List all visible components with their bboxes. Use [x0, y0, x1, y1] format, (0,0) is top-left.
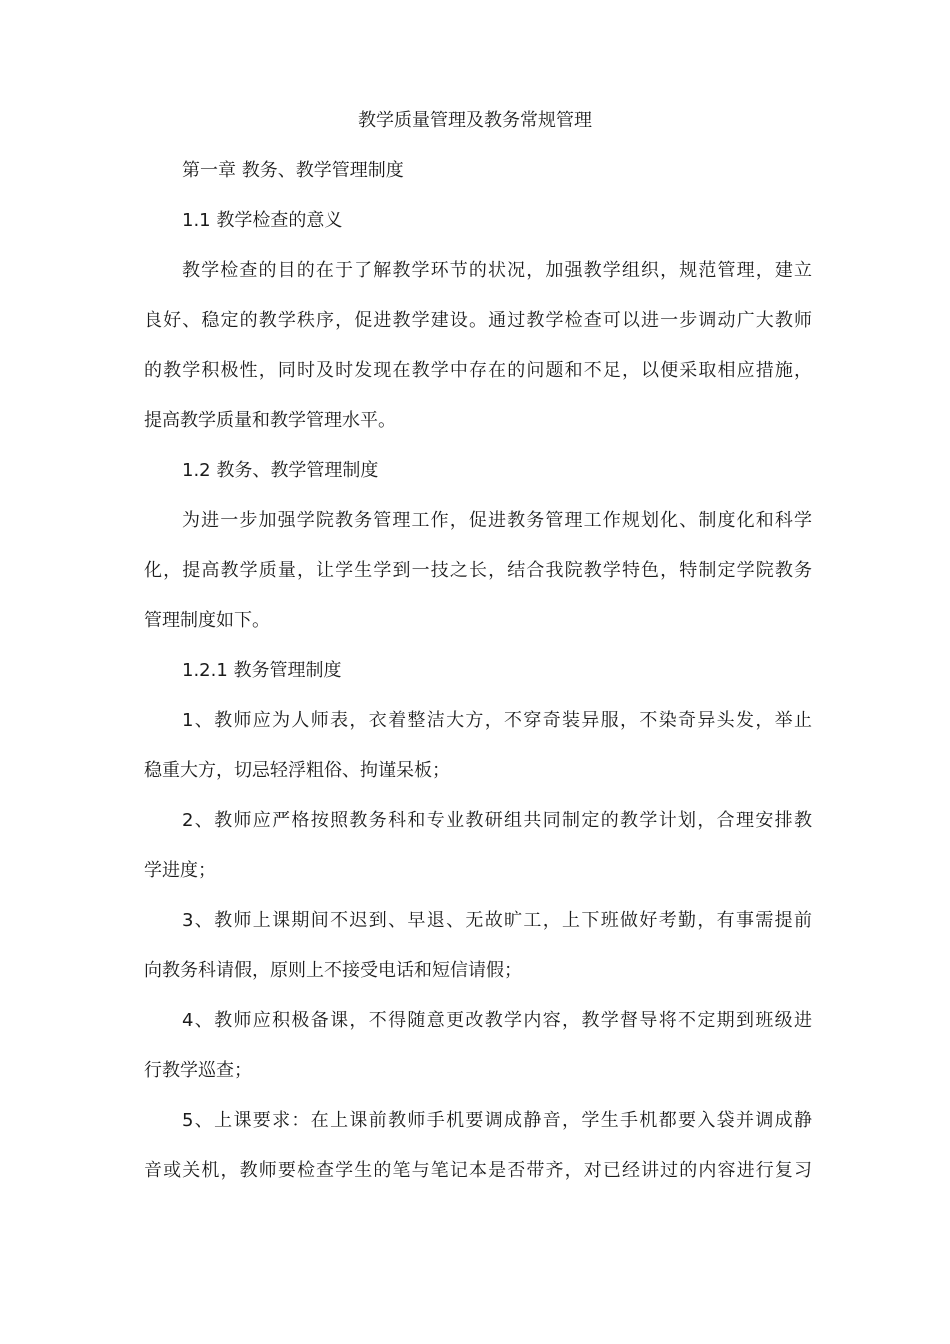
rule-item-5: 5、上课要求：在上课前教师手机要调成静音，学生手机都要入袋并调成静	[182, 1110, 812, 1131]
rule-item-1: 1、教师应为人师表，衣着整洁大方，不穿奇装异服，不染奇异头发，举止	[182, 710, 812, 731]
paragraph-line: 管理制度如下。	[144, 610, 270, 631]
paragraph-line: 良好、稳定的教学秩序，促进教学建设。通过教学检查可以进一步调动广大教师	[144, 310, 812, 331]
rule-item-4-cont: 行教学巡查；	[144, 1060, 252, 1081]
rule-item-5-cont: 音或关机，教师要检查学生的笔与笔记本是否带齐，对已经讲过的内容进行复习	[144, 1160, 812, 1181]
paragraph-line: 提高教学质量和教学管理水平。	[144, 410, 396, 431]
section-heading-1-2: 1.2 教务、教学管理制度	[182, 460, 379, 481]
rule-item-3-cont: 向教务科请假，原则上不接受电话和短信请假；	[144, 960, 522, 981]
rule-item-3: 3、教师上课期间不迟到、早退、无故旷工，上下班做好考勤，有事需提前	[182, 910, 812, 931]
paragraph-line: 教学检查的目的在于了解教学环节的状况，加强教学组织，规范管理，建立	[182, 260, 812, 281]
section-heading-1-1: 1.1 教学检查的意义	[182, 210, 343, 231]
rule-item-4: 4、教师应积极备课，不得随意更改教学内容，教学督导将不定期到班级进	[182, 1010, 812, 1031]
rule-item-1-cont: 稳重大方，切忌轻浮粗俗、拘谨呆板；	[144, 760, 450, 781]
rule-item-2-cont: 学进度；	[144, 860, 216, 881]
document-body	[144, 154, 812, 1204]
section-heading-1-2-1: 1.2.1 教务管理制度	[182, 660, 342, 681]
paragraph-line: 的教学积极性，同时及时发现在教学中存在的问题和不足，以便采取相应措施，	[144, 360, 812, 381]
document-title: 教学质量管理及教务常规管理	[358, 110, 592, 131]
paragraph-line: 化，提高教学质量，让学生学到一技之长，结合我院教学特色，特制定学院教务	[144, 560, 812, 581]
rule-item-2: 2、教师应严格按照教务科和专业教研组共同制定的教学计划，合理安排教	[182, 810, 812, 831]
paragraph-line: 为进一步加强学院教务管理工作，促进教务管理工作规划化、制度化和科学	[182, 510, 812, 531]
chapter-heading: 第一章 教务、教学管理制度	[182, 160, 404, 181]
